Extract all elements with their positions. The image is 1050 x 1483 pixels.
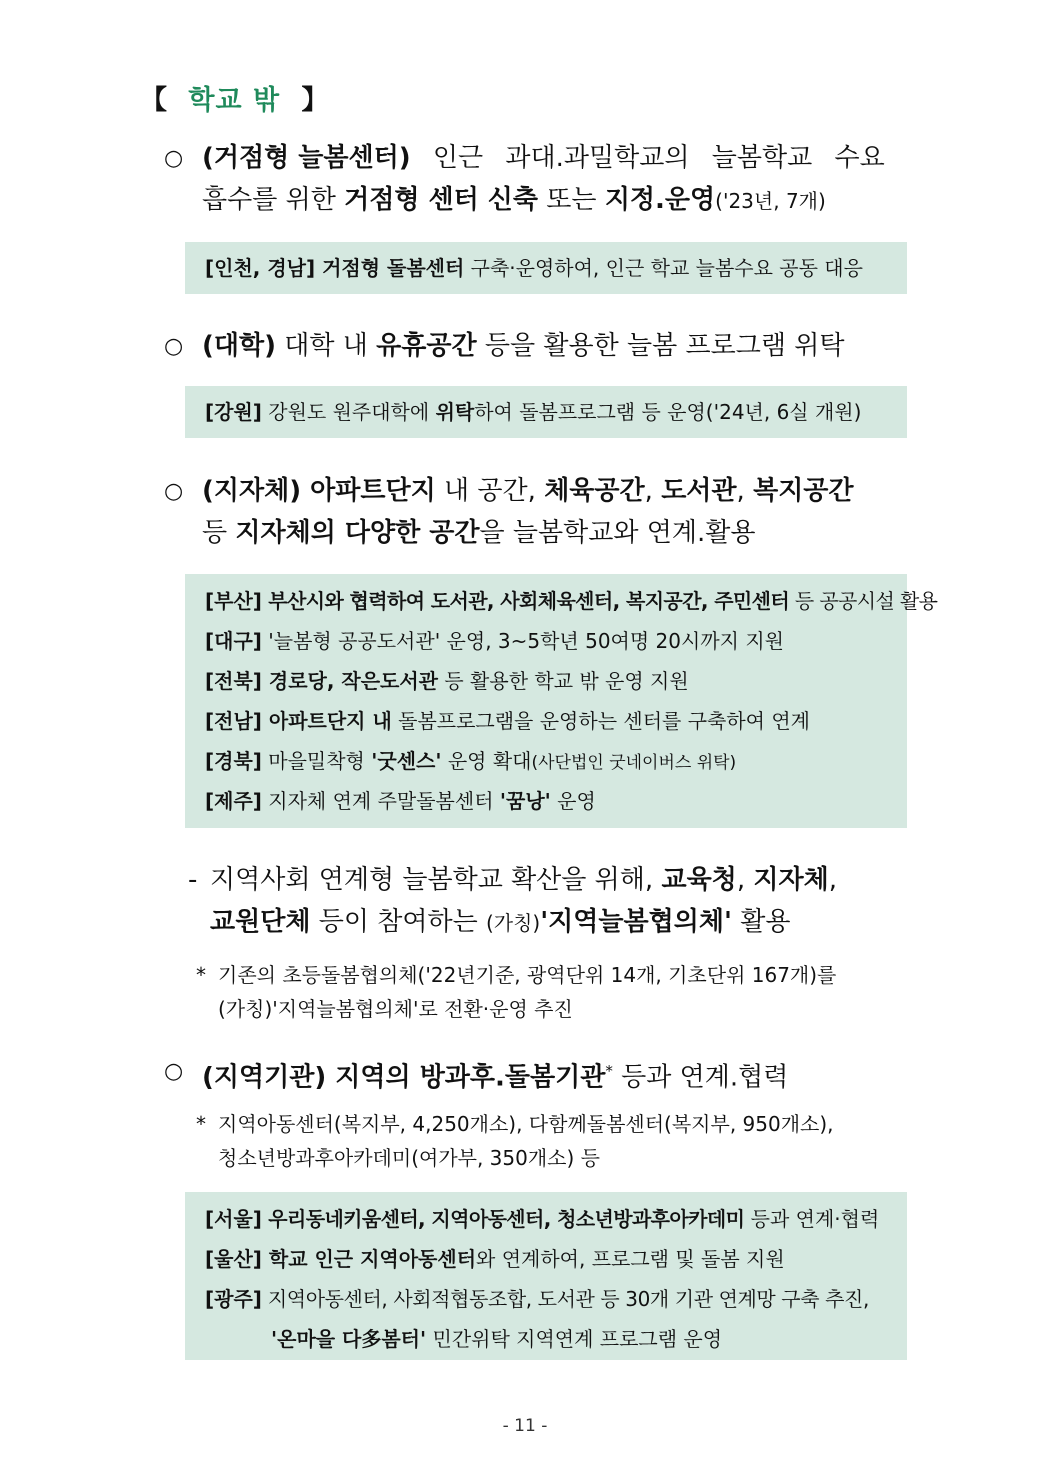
example-emphasis: '굿센스'	[371, 749, 442, 773]
dash-line-2	[210, 902, 790, 943]
example-line-gwangju	[205, 1279, 907, 1319]
example-line-daegu	[205, 621, 907, 661]
example-emphasis: '꿈낭'	[499, 789, 551, 813]
bullet-emphasis: 거점형 센터 신축	[344, 185, 539, 215]
dash-line-1	[210, 860, 837, 900]
example-line-busan	[205, 581, 938, 621]
section-title	[140, 78, 328, 117]
example-emphasis: '온마을 다多봄터'	[271, 1327, 427, 1351]
example-emphasis: 경로당, 작은도서관	[261, 669, 439, 693]
bullet-line-1	[202, 326, 844, 367]
footnote-line-2: (가칭)'지역늘봄협의체'로 전환·운영 추진	[218, 997, 573, 1021]
bullet-text: 또는	[538, 185, 605, 215]
example-text: 강원도 원주대학에	[261, 400, 436, 424]
bullet-text: 등을 활용한 늘봄 프로그램 위탁	[476, 331, 845, 361]
bullet-text: 내 공간,	[435, 476, 545, 506]
region-tag: [대구]	[205, 629, 262, 653]
example-box-university	[185, 386, 907, 438]
dash-emphasis: 지자체	[753, 865, 829, 895]
region-tag: [제주]	[205, 789, 262, 813]
bracket-open: 【	[140, 85, 167, 116]
region-tag: [서울]	[205, 1207, 262, 1231]
footnote-institutions	[196, 1107, 916, 1175]
dash-mark: -	[188, 865, 198, 895]
dash-text: ,	[828, 865, 837, 895]
dash-text: 등이 참여하는	[310, 907, 486, 937]
footnote-line-1: 지역아동센터(복지부, 4,250개소), 다함께돌봄센터(복지부, 950개소),	[218, 1112, 834, 1136]
bullet-emphasis: 지자체의 다양한 공간	[235, 518, 480, 548]
bullet-heading: (대학)	[202, 331, 276, 361]
example-emphasis: 위탁	[435, 400, 475, 424]
example-line-gyeongbuk	[205, 741, 907, 781]
bullet-line-2	[202, 180, 826, 222]
bullet-emphasis: 체육공간	[544, 476, 645, 506]
bullet-emphasis: 복지공간	[753, 476, 854, 506]
example-text: 마을밀착형	[261, 749, 372, 773]
example-note: (사단법인 굿네이버스 위탁)	[531, 753, 737, 773]
bullet-text: ,	[644, 476, 662, 506]
bullet-emphasis: 지정.운영	[604, 185, 716, 215]
page-number: - 11 -	[502, 1416, 548, 1436]
example-box-hub	[185, 242, 907, 294]
example-line-ulsan	[205, 1239, 907, 1279]
bullet-note: ('23년, 7개)	[715, 189, 826, 213]
bullet-line-1	[202, 471, 854, 512]
dash-emphasis: 교원단체	[210, 907, 311, 937]
dash-text: 지역사회 연계형 늘봄학교 확산을 위해,	[210, 865, 662, 895]
region-tag: [경북]	[205, 749, 262, 773]
bullet-text: 등	[202, 518, 236, 548]
example-text: 민간위탁 지역연계 프로그램 운영	[426, 1327, 723, 1351]
bullet-text: 을 늘봄학교와 연계.활용	[479, 518, 756, 548]
example-line-jeju	[205, 781, 907, 821]
example-line-seoul	[205, 1199, 907, 1239]
example-text: 돌봄프로그램을 운영하는 센터를 구축하여 연계	[391, 709, 810, 733]
dash-text: 활용	[731, 907, 791, 937]
bullet-line-2	[202, 513, 756, 554]
example-text: 운영	[550, 789, 596, 813]
example-emphasis: 부산시와 협력하여 도서관, 사회체육센터, 복지공간, 주민센터	[261, 589, 790, 613]
bullet-local-government	[164, 471, 924, 555]
bullet-text: 대학 내	[276, 331, 377, 361]
example-text: 등 활용한 학교 밖 운영 지원	[438, 669, 689, 693]
bullet-local-institutions	[164, 1051, 924, 1093]
example-line-gwangju-cont	[205, 1319, 907, 1359]
footnote-line-1: 기존의 초등돌봄협의체('22년기준, 광역단위 14개, 기초단위 167개)를	[218, 963, 837, 987]
example-text: 운영 확대	[441, 749, 532, 773]
bullet-text: 인근 과대.과밀학교의 늘봄학교 수요	[410, 143, 885, 173]
region-tag: [전남]	[205, 709, 262, 733]
example-text: '늘봄형 공공도서관' 운영, 3~5학년 50여명 20시까지 지원	[261, 629, 784, 653]
dash-text: ,	[736, 865, 754, 895]
example-emphasis: 아파트단지 내	[261, 709, 392, 733]
bullet-text: ,	[736, 476, 754, 506]
bullet-circle-icon: ○	[164, 146, 184, 171]
region-tag: [인천, 경남]	[205, 256, 316, 280]
dash-emphasis: '지역늘봄협의체'	[540, 907, 732, 937]
bullet-emphasis: 유휴공간	[376, 331, 477, 361]
region-tag: [울산]	[205, 1247, 262, 1271]
example-text: 하여 돌봄프로그램 등 운영('24년, 6실 개원)	[474, 400, 862, 424]
bullet-text: 등과 연계.협력	[612, 1062, 789, 1093]
bracket-close: 】	[301, 85, 329, 116]
bullet-emphasis: 방과후.돌봄기관	[419, 1062, 606, 1093]
footnote-line-2: 청소년방과후아카데미(여가부, 350개소) 등	[218, 1146, 600, 1170]
example-line-gangwon	[205, 392, 907, 432]
section-title-text: 학교 밖	[188, 85, 281, 116]
bullet-heading: (지역기관)	[202, 1062, 327, 1093]
bullet-text: 흡수를 위한	[202, 185, 345, 215]
bullet-emphasis: 도서관	[661, 476, 737, 506]
example-box-local	[185, 574, 938, 828]
example-emphasis: 거점형 돌봄센터	[315, 256, 465, 280]
example-line-jeonbuk	[205, 661, 907, 701]
example-text: 등 공공시설 활용	[789, 589, 938, 613]
dash-note: (가칭)	[485, 911, 541, 935]
dash-emphasis: 교육청	[661, 865, 737, 895]
bullet-university	[164, 326, 924, 368]
example-text: 구축·운영하여, 인근 학교 늘봄수요 공동 대응	[464, 256, 863, 280]
region-tag: [강원]	[205, 400, 262, 424]
footnote-star: *	[605, 1062, 613, 1080]
asterisk-mark: *	[196, 963, 206, 987]
bullet-circle-icon: ○	[164, 334, 184, 359]
example-emphasis: 학교 인근 지역아동센터	[261, 1247, 477, 1271]
bullet-circle-icon: ○	[164, 1059, 184, 1084]
example-line-incheon	[205, 248, 907, 288]
bullet-circle-icon: ○	[164, 479, 184, 504]
region-tag: [전북]	[205, 669, 262, 693]
example-text: 지자체 연계 주말돌봄센터	[261, 789, 500, 813]
example-line-jeonnam	[205, 701, 907, 741]
example-text: 와 연계하여, 프로그램 및 돌봄 지원	[476, 1247, 785, 1271]
example-text: 지역아동센터, 사회적협동조합, 도서관 등 30개 기관 연계망 구축 추진,	[261, 1287, 869, 1311]
region-tag: [광주]	[205, 1287, 262, 1311]
example-text: 등과 연계·협력	[744, 1207, 880, 1231]
asterisk-mark: *	[196, 1112, 206, 1136]
bullet-heading: (지자체)	[202, 476, 302, 506]
region-tag: [부산]	[205, 589, 262, 613]
bullet-heading: (거점형 늘봄센터)	[202, 143, 411, 173]
bullet-emphasis: 지역의	[326, 1062, 420, 1093]
footnote-council	[196, 958, 916, 1026]
dash-item-council	[188, 860, 918, 942]
bullet-emphasis: 아파트단지	[301, 476, 436, 506]
bullet-line-1	[202, 138, 885, 179]
example-box-institutions	[185, 1192, 907, 1360]
bullet-line-1	[202, 1051, 788, 1099]
bullet-hub-center	[164, 138, 924, 222]
example-emphasis: 우리동네키움센터, 지역아동센터, 청소년방과후아카데미	[261, 1207, 745, 1231]
